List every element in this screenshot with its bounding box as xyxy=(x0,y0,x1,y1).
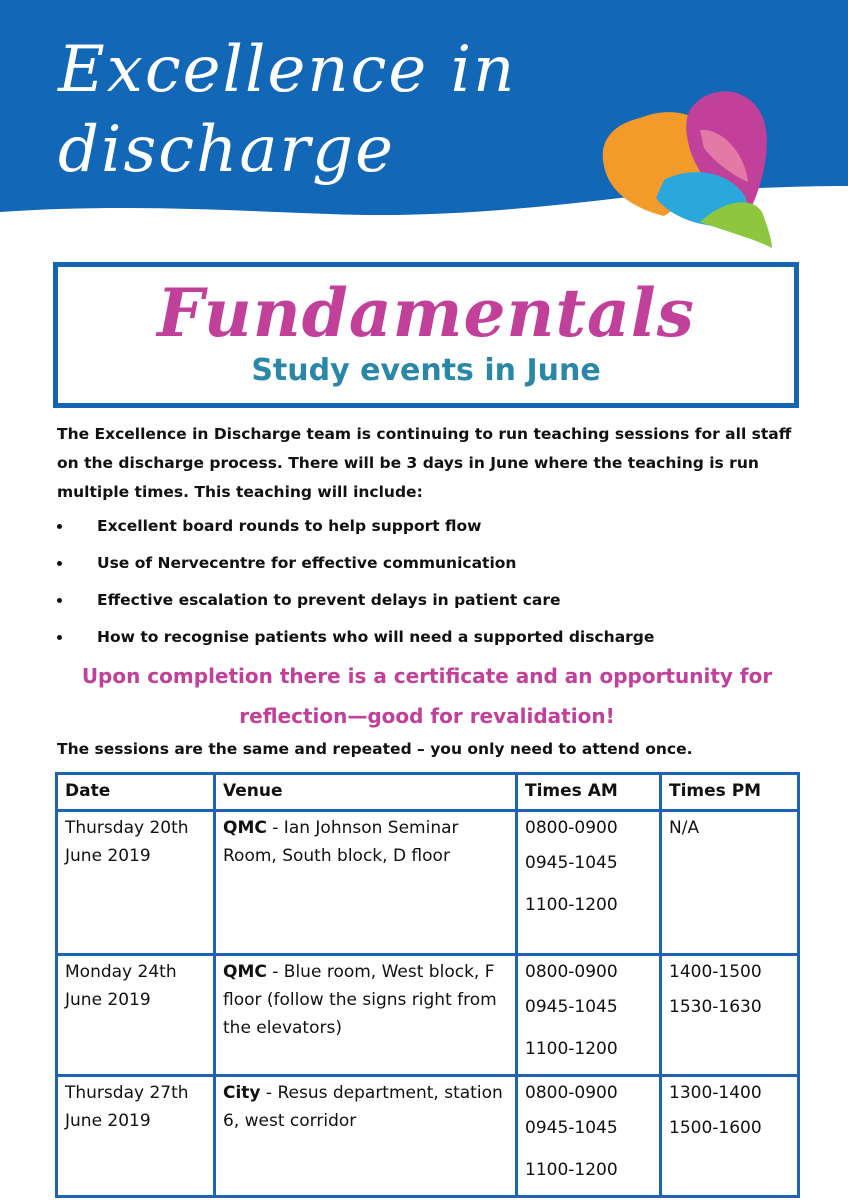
bullet-icon xyxy=(57,598,62,603)
highlight-line1: Upon completion there is a certificate and an opportunity for xyxy=(81,664,773,688)
venue-name: City xyxy=(223,1083,261,1103)
list-item-text: Use of Nervecentre for effective communication xyxy=(97,554,517,572)
date-line1: Thursday 20th xyxy=(65,818,189,838)
time-slot: N/A xyxy=(669,818,700,838)
venue-detail: - Blue room, West block, F floor (follow the signs right from the elevators) xyxy=(223,962,497,1038)
times-pm-cell xyxy=(661,955,799,1076)
times-am-cell xyxy=(517,811,661,955)
time-slot: 1500-1600 xyxy=(669,1118,762,1138)
time-slot: 0945-1045 xyxy=(525,1118,618,1138)
header-title-line2: discharge xyxy=(58,113,395,187)
certificate-highlight xyxy=(57,656,797,736)
column-header-times-pm: Times PM xyxy=(661,774,799,811)
list-item xyxy=(57,582,797,619)
time-slot: 1400-1500 xyxy=(669,962,762,982)
table-row xyxy=(57,1076,799,1197)
times-pm-cell xyxy=(661,811,799,955)
venue-name: QMC xyxy=(223,962,267,982)
date-line1: Monday 24th xyxy=(65,962,177,982)
attendance-note: The sessions are the same and repeated – you only need to attend once. xyxy=(57,740,693,758)
highlight-line2: reflection—good for revalidation! xyxy=(239,704,615,728)
time-slot: 0800-0900 xyxy=(525,1083,618,1103)
venue-detail: - Resus department, station 6, west corridor xyxy=(223,1083,503,1131)
list-item-text: Effective escalation to prevent delays in patient care xyxy=(97,591,561,609)
time-slot: 0945-1045 xyxy=(525,997,618,1017)
date-line2: June 2019 xyxy=(65,1111,151,1131)
list-item xyxy=(57,508,797,545)
header-title-line1: Excellence in xyxy=(58,33,517,107)
time-slot: 1100-1200 xyxy=(525,895,618,915)
time-slot: 1100-1200 xyxy=(525,1039,618,1059)
venue-cell xyxy=(215,811,517,955)
sessions-table xyxy=(55,772,800,1198)
times-pm-cell xyxy=(661,1076,799,1197)
venue-name: QMC xyxy=(223,818,267,838)
page-title: Fundamentals xyxy=(157,274,695,352)
times-am-cell xyxy=(517,955,661,1076)
time-slot: 0945-1045 xyxy=(525,853,618,873)
date-line2: June 2019 xyxy=(65,990,151,1010)
list-item xyxy=(57,545,797,582)
list-item-text: Excellent board rounds to help support flow xyxy=(97,517,482,535)
date-cell xyxy=(57,1076,215,1197)
title-box xyxy=(53,262,799,408)
table-row xyxy=(57,811,799,955)
time-slot: 0800-0900 xyxy=(525,818,618,838)
header-banner xyxy=(0,0,848,260)
time-slot: 1300-1400 xyxy=(669,1083,762,1103)
bullet-icon xyxy=(57,524,62,529)
column-header-times-am: Times AM xyxy=(517,774,661,811)
table-row xyxy=(57,955,799,1076)
date-cell xyxy=(57,811,215,955)
page-subtitle: Study events in June xyxy=(251,353,601,388)
date-line1: Thursday 27th xyxy=(65,1083,189,1103)
time-slot: 1100-1200 xyxy=(525,1160,618,1180)
column-header-venue: Venue xyxy=(215,774,517,811)
bullet-icon xyxy=(57,561,62,566)
intro-paragraph: The Excellence in Discharge team is continuing to run teaching sessions for all staff on the discharge process. There will be 3 days in June where the teaching is run multiple times. This teaching will include: xyxy=(57,425,792,501)
list-item-text: How to recognise patients who will need a supported discharge xyxy=(97,628,655,646)
table-header-row xyxy=(57,774,799,811)
time-slot: 0800-0900 xyxy=(525,962,618,982)
date-line2: June 2019 xyxy=(65,846,151,866)
list-item xyxy=(57,619,797,656)
bullet-icon xyxy=(57,635,62,640)
time-slot: 1530-1630 xyxy=(669,997,762,1017)
times-am-cell xyxy=(517,1076,661,1197)
venue-cell xyxy=(215,1076,517,1197)
header-title xyxy=(58,30,658,190)
venue-detail: - Ian Johnson Seminar Room, South block, D floor xyxy=(223,818,459,866)
topic-list xyxy=(57,508,797,656)
column-header-date: Date xyxy=(57,774,215,811)
venue-cell xyxy=(215,955,517,1076)
date-cell xyxy=(57,955,215,1076)
